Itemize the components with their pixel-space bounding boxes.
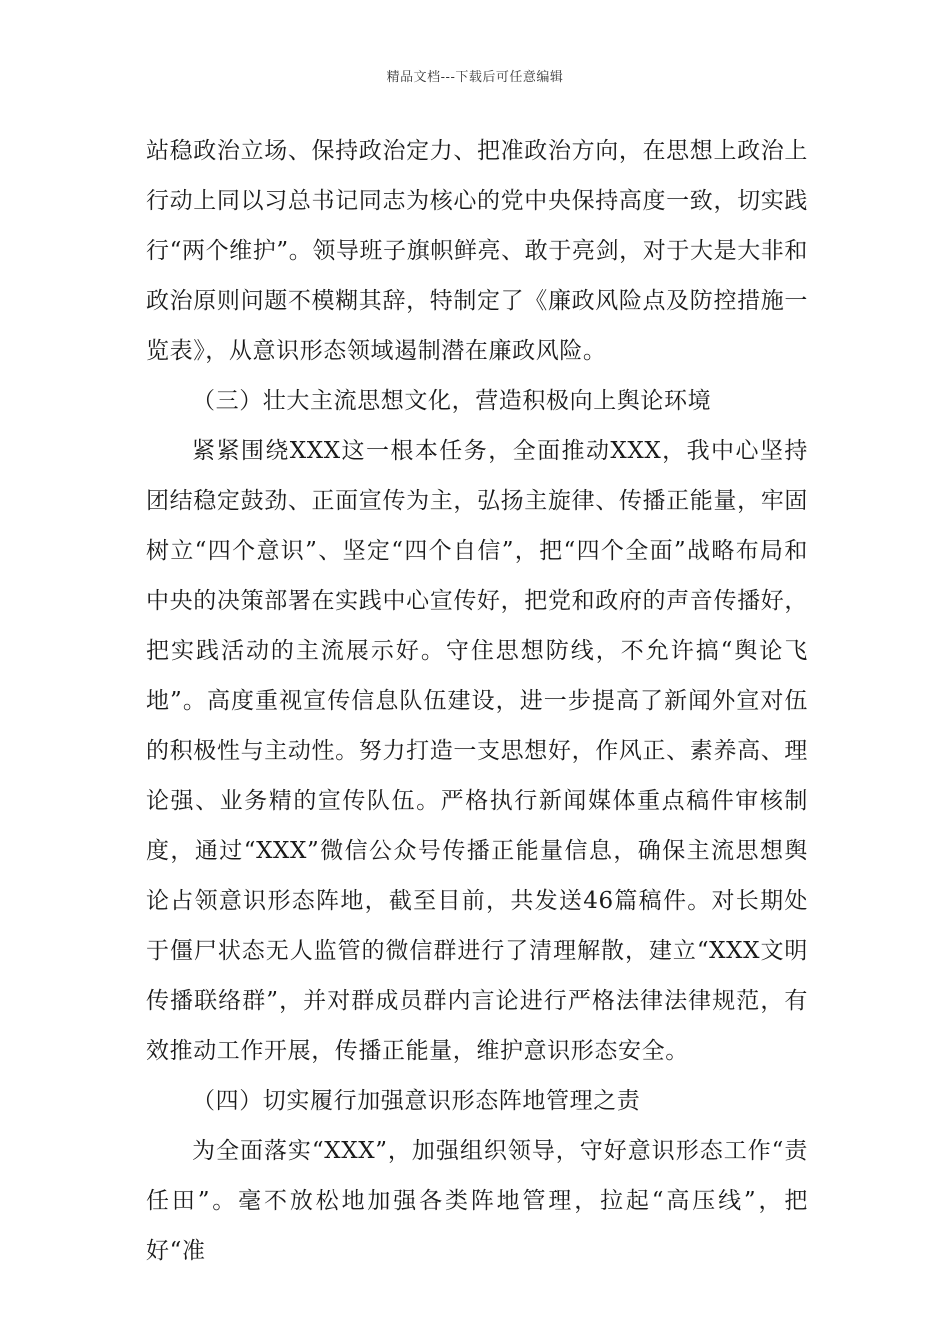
section-heading-4: （四）切实履行加强意识形态阵地管理之责 <box>192 1088 641 1114</box>
paragraph-mainstream-culture: 紧紧围绕XXX这一根本任务，全面推动XXX，我中心坚持团结稳定鼓劲、正面宣传为主，弘扬主旋律、传播正能量，牢固树立“四个意识”、坚定“四个自信”，把“四个全面”战略布局和中央的决策部署在实践中心宣传好，把党和政府的声音传播好，把实践活动的主流展示好。守住思想防线，不允许搞“舆论飞地”。高度重视宣传信息队伍建设，进一步提高了新闻外宣对伍的积极性与主动性。努力打造一支思想好，作风正、素养高、理论强、业务精的宣传队伍。严格执行新闻媒体重点稿件审核制度，通过“XXX”微信公众号传播正能量信息，确保主流思想舆论占领意识形态阵地，截至目前，共发送46篇稿件。对长期处于僵尸状态无人监管的微信群进行了清理解散，建立“XXX文明传播联络群”，并对群成员群内言论进行严格法律法律规范，有效推动工作开展，传播正能量，维护意识形态安全。 <box>146 438 808 1064</box>
section-heading-3: （三）壮大主流思想文化，营造积极向上舆论环境 <box>192 388 712 414</box>
document-body <box>146 126 808 1276</box>
paragraph-political-stance: 站稳政治立场、保持政治定力、把准政治方向，在思想上政治上行动上同以习总书记同志为核心的党中央保持高度一致，切实践行“两个维护”。领导班子旗帜鲜亮、敢于亮剑，对于大是大非和政治原则问题不模糊其辞，特制定了《廉政风险点及防控措施一览表》，从意识形态领域遏制潜在廉政风险。 <box>146 138 808 364</box>
paragraph-position-management: 为全面落实“XXX”，加强组织领导，守好意识形态工作“责任田”。毫不放松地加强各类阵地管理，拉起“高压线”，把好“准 <box>146 1138 808 1264</box>
page-header: 精品文档---下载后可任意编辑 <box>386 70 564 85</box>
